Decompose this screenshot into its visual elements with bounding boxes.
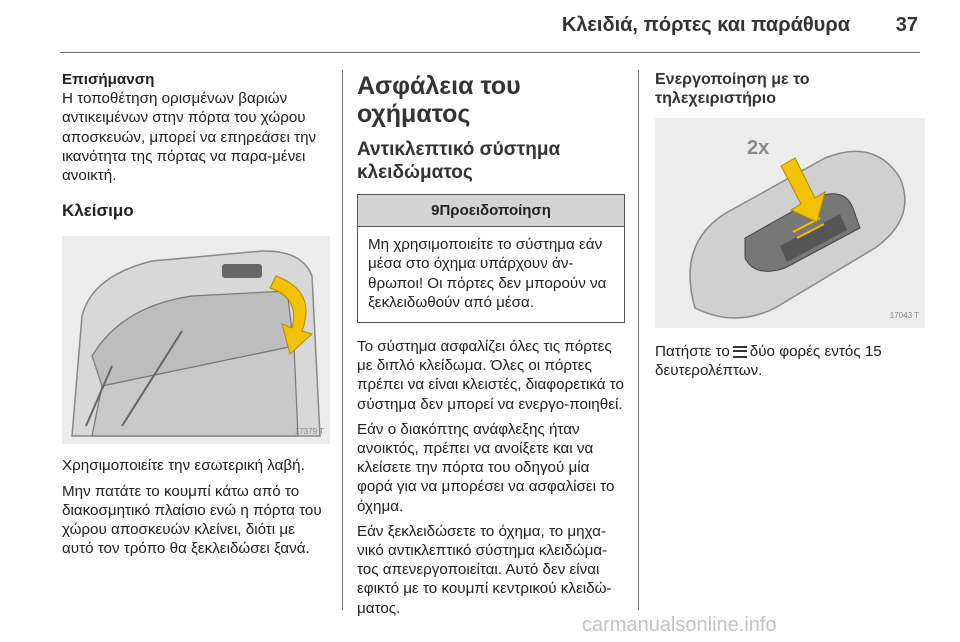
subsection-heading: Αντικλεπτικό σύστημα κλειδώματος [357, 139, 561, 183]
subsection-heading: Ενεργοποίηση με το τηλεχειριστήριο [655, 71, 810, 107]
warning-box [357, 194, 625, 323]
note-title: Επισήμανση [62, 71, 155, 88]
warning-title: Προειδοποίηση [439, 202, 551, 219]
paragraph: Μην πατάτε το κουμπί κάτω από το διακοσμητικό πλαίσιο ενώ η πόρτα του χώρου αποσκευών κλείνει, διότι με αυτό τον τρόπο θα ξεκλειδώσει ξανά. [62, 482, 322, 558]
column-3 [655, 70, 925, 386]
paragraph: Χρησιμοποιείτε την εσωτερική λαβή. [62, 457, 305, 475]
column-divider [638, 70, 639, 610]
tailgate-illustration [62, 236, 330, 444]
press-instruction-start: Πατήστε το [655, 343, 730, 360]
paragraph: Εάν ο διακόπτης ανάφλεξης ήταν ανοικτός, πρέπει να ανοίξετε και να κλείσετε την πόρτα του οδηγού μία φορά για να μπορέσει να ασφαλίσει το όχημα. [357, 420, 615, 515]
remote-key-illustration [655, 118, 925, 328]
figure-code: 17043 T [889, 310, 919, 320]
press-instruction-end: δύο φορές εντός 15 δευτερολέπτων. [655, 343, 882, 380]
column-divider [342, 70, 343, 610]
closing-heading: Κλείσιμο [62, 201, 134, 221]
paragraph: Εάν ξεκλειδώσετε το όχημα, το μηχα-νικό αντικλεπτικό σύστημα κλειδώμα-τος απενεργοποιείται. Αυτό δεν είναι εφικτό με το κουμπί κεντρικού κλειδώ-ματος. [357, 522, 612, 617]
page-header-title: Κλειδιά, πόρτες και παράθυρα [561, 14, 850, 36]
paragraph [655, 342, 925, 380]
header-rule [60, 52, 920, 53]
column-2 [357, 70, 625, 624]
lock-button-icon [733, 346, 747, 358]
remote-key-figure [655, 118, 925, 328]
warning-icon: 9 [431, 202, 440, 219]
footer-watermark: carmanualsonline.info [582, 614, 777, 636]
warning-header [358, 195, 624, 227]
column-1 [62, 70, 330, 564]
press-count-label: 2x [747, 137, 770, 159]
page-number: 37 [895, 14, 918, 36]
figure-code: 17379 T [294, 427, 324, 437]
warning-text: Μη χρησιμοποιείτε το σύστημα εάν μέσα στο όχημα υπάρχουν άν-θρωποι! Οι πόρτες δεν μπορούν να ξεκλειδωθούν από μέσα. [368, 236, 607, 311]
note-text: Η τοποθέτηση ορισμένων βαριών αντικειμένων στην πόρτα του χώρου αποσκευών, μπορεί να επηρεάσει την ικανότητα της πόρτας να παρα-μένει ανοικτή. [62, 90, 317, 185]
section-heading: Ασφάλεια του οχήματος [357, 72, 521, 128]
tailgate-figure [62, 236, 330, 444]
paragraph: Το σύστημα ασφαλίζει όλες τις πόρτες με διπλό κλείδωμα. Όλες οι πόρτες πρέπει να είναι κλειστές, διαφορετικά το σύστημα δεν μπορεί να ενεργο-ποιηθεί. [357, 338, 624, 413]
